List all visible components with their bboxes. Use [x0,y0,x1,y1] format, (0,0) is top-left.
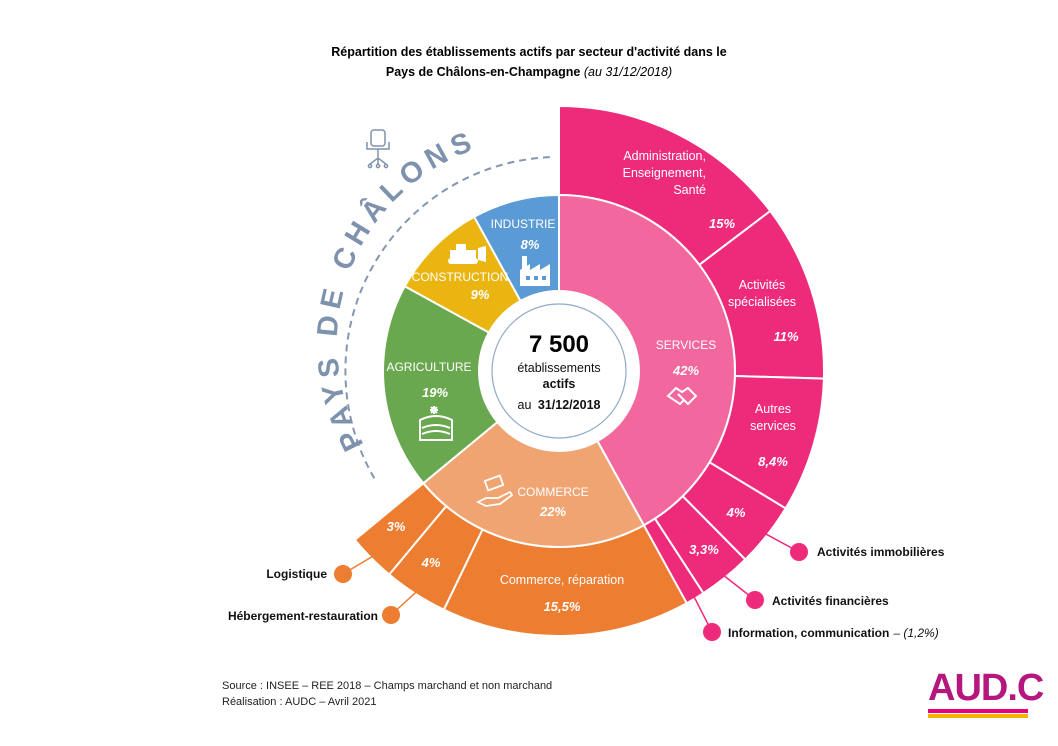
center-line-1: établissements [517,361,601,375]
outer-value-logistique: 3% [386,519,406,534]
callout-label-text-hebergement-restauration: Hébergement-restauration [227,609,378,623]
inner-value-construction: 9% [470,287,490,302]
office-chair-icon [367,130,389,168]
inner-label-construction: CONSTRUCTION [411,270,509,284]
outer-label-activites-specialisees-line: spécialisées [727,295,797,309]
outer-value-activites-specialisees: 11% [773,329,799,344]
logo-bar-pink [928,709,1028,713]
title-date: (au 31/12/2018) [583,65,673,79]
outer-label-administration-enseignement-sante-line: Administration, [623,149,706,163]
center-line-3-prefix: au [517,398,532,412]
center-total: 7 500 [528,331,590,358]
outer-label-autres-services-line: Autres [754,402,792,416]
outer-label-autres-services-line: services [750,419,796,433]
source-line-2: Réalisation : AUDC – Avril 2021 [222,696,377,708]
arc-label-text: PAYS DE CHÂLONS [311,124,482,457]
outer-value-activites-immobilieres: 4% [726,505,746,520]
callout-dot-information-communication [703,623,721,641]
audc-logo [928,667,1044,720]
outer-value-activites-financieres: 3,3% [689,542,719,557]
callout-label-activites-immobilieres [817,545,945,559]
callout-label-text-information-communication: Information, communication [728,626,890,640]
callout-dot-activites-financieres [746,591,764,609]
center-line-2: actifs [542,377,576,391]
callout-dot-hebergement-restauration [382,606,400,624]
outer-label-commerce-reparation-line: Commerce, réparation [499,573,625,587]
outer-value-commerce-reparation: 15,5% [543,599,581,614]
source-note [222,678,552,710]
inner-label-agriculture: AGRICULTURE [386,360,472,374]
outer-label-administration-enseignement-sante-line: Enseignement, [622,166,706,180]
outer-value-administration-enseignement-sante: 15% [708,216,736,231]
outer-label-activites-specialisees-line: Activités [738,278,786,292]
center-line-3-date: 31/12/2018 [537,398,601,412]
logo-bar-yellow [928,714,1028,718]
callout-label-activites-financieres [772,594,889,608]
outer-label-commerce-reparation [500,573,624,587]
callout-label-text-activites-immobilieres: Activités immobilières [817,545,945,559]
callout-label-text-logistique: Logistique [266,567,327,581]
source-line-1: Source : INSEE – REE 2018 – Champs marchand et non marchand [222,680,553,692]
center-line-3 [518,398,601,412]
logo-text: AUD.C [928,667,1044,709]
inner-value-industrie: 8% [520,237,540,252]
callout-label-information-communication [728,626,939,640]
inner-value-commerce: 22% [539,504,567,519]
callout-label-logistique [266,567,327,581]
title-place: Pays de Châlons-en-Champagne [385,65,581,79]
callout-dot-logistique [334,565,352,583]
callout-label-text-activites-financieres: Activités financières [772,594,889,608]
callout-dot-activites-immobilieres [790,543,808,561]
inner-label-commerce: COMMERCE [517,485,589,499]
inner-label-industrie: INDUSTRIE [490,217,556,231]
outer-label-administration-enseignement-sante-line: Santé [673,183,706,197]
outer-value-hebergement-restauration: 4% [421,555,441,570]
callout-value-information-communication: – (1,2%) [893,626,939,640]
inner-value-agriculture: 19% [421,385,449,400]
outer-value-autres-services: 8,4% [758,454,788,469]
inner-value-services: 42% [672,363,700,378]
title-line-1: Répartition des établissements actifs par secteur d'activité dans le [331,45,727,59]
inner-label-services: SERVICES [655,338,717,352]
callout-label-hebergement-restauration [228,609,378,623]
